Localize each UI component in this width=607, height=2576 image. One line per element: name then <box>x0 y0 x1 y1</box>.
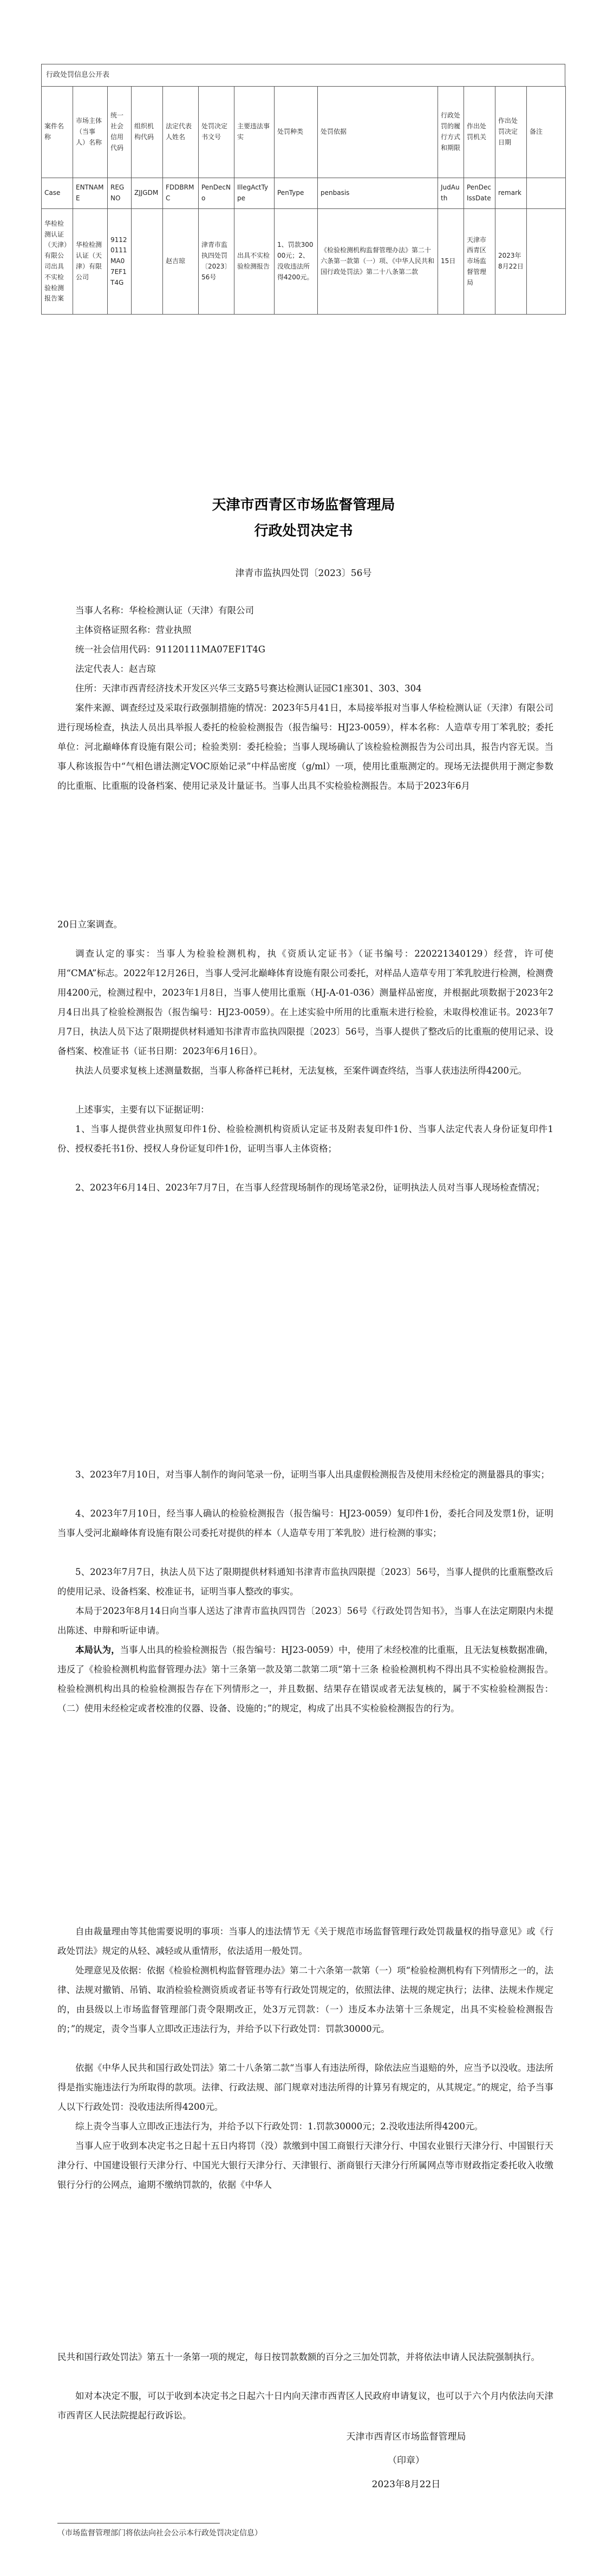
evidence-item: 3、2023年7月10日，对当事人制作的询问笔录一份，证明当事人出具虚假检测报告及使用未经检定的测量器具的事实； <box>75 1469 550 1480</box>
case-source-continued: 20日立案调查。 <box>57 919 122 930</box>
evidence-item: 1、当事人提供营业执照复印件1份、检验检测机构资质认定证书及附表复印件1份、当事人法定代表人身份证复印件1份、授权委托书1份、授权人身份证复印件1份，证明当事人主体资格； <box>57 1124 553 1154</box>
disclosure-table <box>41 86 566 315</box>
ruling-paragraph <box>57 1640 553 1718</box>
footnote: （市场监督管理部门将依法向社会公示本行政处罚决定信息） <box>57 2529 262 2538</box>
discretion-paragraph: 自由裁量理由等其他需要说明的事项：当事人的违法情节无《关于规范市场监督管理行政处罚裁量权的指导意见》或《行政处罚法》规定的从轻、减轻或从重情形，依法适用一般处罚。 <box>57 1926 553 1956</box>
org-code-cell <box>132 209 163 315</box>
penalty-cell: 1、罚款30000元；2、没收违法所得4200元。 <box>275 209 318 315</box>
party-license: 主体资格证照名称：营业执照 <box>75 625 192 635</box>
code-cell: REGNO <box>108 178 132 209</box>
payment-continued: 民共和国行政处罚法》第五十一条第一项的规定，每日按罚款数额的百分之三加处罚款，并将依法申请人民法院强制执行。 <box>57 2352 540 2362</box>
header-cell: 处罚决定书文号 <box>199 87 234 178</box>
code-cell: PenType <box>275 178 318 209</box>
code-cell: JudAuth <box>438 178 464 209</box>
code-cell: IllegActType <box>234 178 275 209</box>
ruling-text: 当事人出具的检验检测报告（报告编号：HJ23-0059）中，使用了未经校准的比重瓶，且无法复核数据准确，违反了《检验检测机构监督管理办法》第十三条第一款及第二款第二项“第十三条 检验检测机构不得出具不实检验检测报告。检验检测机构出具的检验检测报告存在下列情形之一，并且数据、结果存在错误或者无法复核的，属于不实检验检测报告：（二）使用未经检定或者校准的仪器、设备、设施的；”的规定，构成了出具不实检验检测报告的行为。 <box>57 1645 553 1714</box>
table-row <box>42 209 566 315</box>
appeal-paragraph: 如对本决定不服，可以于收到本决定书之日起六十日内向天津市西青区人民政府申请复议，也可以于六个月内依法向天津市西青区人民法院提起行政诉讼。 <box>57 2391 553 2421</box>
code-cell: ZJJGDM <box>132 178 163 209</box>
header-cell: 市场主体（当事人）名称 <box>73 87 108 178</box>
basis-paragraph: 处理意见及依据：依据《检验检测机构监督管理办法》第二十六条第一款第（一）项“检验检测机构有下列情形之一的，法律、法规对撤销、吊销、取消检验检测资质或者证书等有行政处罚规定的，依照法律、法规的规定执行；法律、法规未作规定的，由县级以上市场监督管理部门责令限期改正，处3万元罚款：（一）违反本办法第十三条规定，出具不实检验检测报告的；”的规定，责令当事人立即改正违法行为，并给予以下行政处罚：罚款30000元。 <box>57 1965 553 2034</box>
table-code-row <box>42 178 566 209</box>
case-name-cell: 华检检测认证（天津）有限公司出具不实检验检测报告案 <box>42 209 73 315</box>
header-cell: 组织机构代码 <box>132 87 163 178</box>
table-caption: 行政处罚信息公开表 <box>41 64 565 86</box>
table-header-row <box>42 87 566 178</box>
case-source-paragraph: 案件来源、调查经过及采取行政强制措施的情况：2023年5月41日，本局接举报对当事人华检检测认证（天津）有限公司进行现场检查，执法人员出具举报人委托的检验检测报告（报告编号：HJ23-0059），样本名称：人造草专用丁苯乳胶；委托单位：河北巅峰体育设施有限公司；检验类别：委托检验；当事人现场确认了该检验检测报告为公司出具，报告内容无误。当事人称该报告中“气相色谱法测定VOC原始记录”中样品密度（g/ml）一项，使用比重瓶测定的。现场无法提供用于测定参数的比重瓶、比重瓶的设备档案、使用记录及计量证书。当事人出具不实检验检测报告。本局于2023年6月 <box>57 703 553 791</box>
finding-paragraph: 调查认定的事实：当事人为检验检测机构，执《资质认定证书》（证书编号：220221340129）经营，许可使用“CMA”标志。2022年12月26日，当事人受河北巅峰体育设施有限公司委托，对样品人造草专用丁苯乳胶进行检测，检测费用4200元，检测过程中，2023年1月8日，当事人使用比重瓶（HJ-A-01-036）测量样品密度，并根据此项数据于2023年2月4日出具了检验检测报告（报告编号：HJ23-0059）。在上述实验中所用的比重瓶未进行检验，未取得校准证书。2023年7月7日，执法人员下达了限期提供材料通知书津青市监执四限提〔2023〕56号，当事人提供了整改后的比重瓶的使用记录、设备档案、校准证书（证书日期：2023年6月16日）。 <box>57 949 553 1056</box>
facts-cell: 出具不实检验检测报告 <box>234 209 275 315</box>
code-cell: PenDecNo <box>199 178 234 209</box>
signing-date: 2023年8月22日 <box>371 2479 441 2490</box>
doc-number: 津青市监执四处罚〔2023〕56号 <box>235 568 372 579</box>
payment-paragraph: 当事人应于收到本决定书之日起十五日内将罚（没）款缴到中国工商银行天津分行、中国农业银行天津分行、中国银行天津分行、中国建设银行天津分行、中国光大银行天津分行、天津银行、浙商银行天津分行所属网点等市财政指定委托收入收缴银行分行的公网点，逾期不缴纳罚款的，依据《中华人 <box>57 2141 553 2190</box>
code-cell: PenDecIssDate <box>464 178 495 209</box>
evidence-intro: 上述事实，主要有以下证据证明： <box>75 1104 210 1115</box>
seal-label: （印章） <box>388 2455 425 2466</box>
code-cell <box>527 178 566 209</box>
party-credit-code: 统一社会信用代码：91120111MA07EF1T4G <box>75 644 265 655</box>
header-cell: 法定代表人姓名 <box>163 87 199 178</box>
basis-cell: 《检验检测机构监督管理办法》第二十六条第一款第（一）项、《中华人民共和国行政处罚法》第二十八条第二款 <box>318 209 438 315</box>
header-cell: 作出处罚机关 <box>464 87 495 178</box>
party-name: 当事人名称：华检检测认证（天津）有限公司 <box>75 605 254 616</box>
code-cell: remark <box>495 178 527 209</box>
header-cell: 主要违法事实 <box>234 87 275 178</box>
header-cell: 作出处罚决定日期 <box>495 87 527 178</box>
evidence-item: 5、2023年7月7日，执法人员下达了限期提供材料通知书津青市监执四限提〔2023〕56号，当事人提供的比重瓶整改后的使用记录、设备档案、校准证书，证明当事人整改的事实。 <box>57 1567 553 1597</box>
entity-cell: 华检检测认证（天津）有限公司 <box>73 209 108 315</box>
header-cell: 统一社会信用代码 <box>108 87 132 178</box>
authority-cell: 天津市西青区市场监督管理局 <box>464 209 495 315</box>
execution-cell: 15日 <box>438 209 464 315</box>
date-cell: 2023年8月22日 <box>495 209 527 315</box>
code-cell: Case <box>42 178 73 209</box>
notice-paragraph: 本局于2023年8月14日向当事人送达了津青市监执四罚告〔2023〕56号《行政处罚告知书》，当事人在法定期限内未提出陈述、申辩和听证申请。 <box>57 1606 553 1636</box>
finding-paragraph-2: 执法人员要求复核上述测量数据，当事人称备样已耗材，无法复核，至案件调查终结，当事人获违法所得4200元。 <box>75 1065 527 1076</box>
header-cell: 案件名称 <box>42 87 73 178</box>
disclosure-table-section <box>41 64 565 315</box>
evidence-item: 4、2023年7月10日，经当事人确认的检验检测报告（报告编号：HJ23-0059）复印件1份，委托合同及发票1份，证明当事人受河北巅峰体育设施有限公司委托对提供的样本（人造草专用丁苯乳胶）进行检测的事实； <box>57 1508 553 1538</box>
code-cell: ENTNAME <box>73 178 108 209</box>
code-cell: FDDBRMC <box>163 178 199 209</box>
header-cell: 处罚依据 <box>318 87 438 178</box>
summary-paragraph: 综上责令当事人立即改正违法行为，并给予以下行政处罚：1.罚款30000元；2.没收违法所得4200元。 <box>75 2121 483 2132</box>
evidence-item: 2、2023年6月14日、2023年7月7日，在当事人经营现场制作的现场笔录2份，证明执法人员对当事人现场检查情况； <box>75 1182 545 1193</box>
header-cell: 行政处罚的履行方式和期限 <box>438 87 464 178</box>
decision-no-cell: 津青市监执四处罚〔2023〕56号 <box>199 209 234 315</box>
code-cell: penbasis <box>318 178 438 209</box>
remark-cell <box>527 209 566 315</box>
signing-authority: 天津市西青区市场监督管理局 <box>346 2431 466 2442</box>
header-cell: 处罚种类 <box>275 87 318 178</box>
header-cell: 备注 <box>527 87 566 178</box>
doc-title-type: 行政处罚决定书 <box>254 523 353 539</box>
basis-paragraph-2: 依据《中华人民共和国行政处罚法》第二十八条第二款“当事人有违法所得，除依法应当退赔的外，应当予以没收。违法所得是指实施违法行为所取得的款项。法律、行政法规、部门规章对违法所得的计算另有规定的，从其规定。”的规定，给予当事人以下行政处罚：没收违法所得4200元。 <box>57 2063 553 2112</box>
ruling-lead: 本局认为， <box>75 1645 120 1655</box>
credit-code-cell: 91120111MA07EF1T4G <box>108 209 132 315</box>
party-legal-rep: 法定代表人：赵吉琼 <box>75 664 156 674</box>
party-address: 住所：天津市西青经济技术开发区兴华三支路5号赛达检测认证园C1座301、303、304 <box>75 683 422 694</box>
doc-title-authority: 天津市西青区市场监督管理局 <box>212 497 395 513</box>
legal-rep-cell: 赵吉琼 <box>163 209 199 315</box>
